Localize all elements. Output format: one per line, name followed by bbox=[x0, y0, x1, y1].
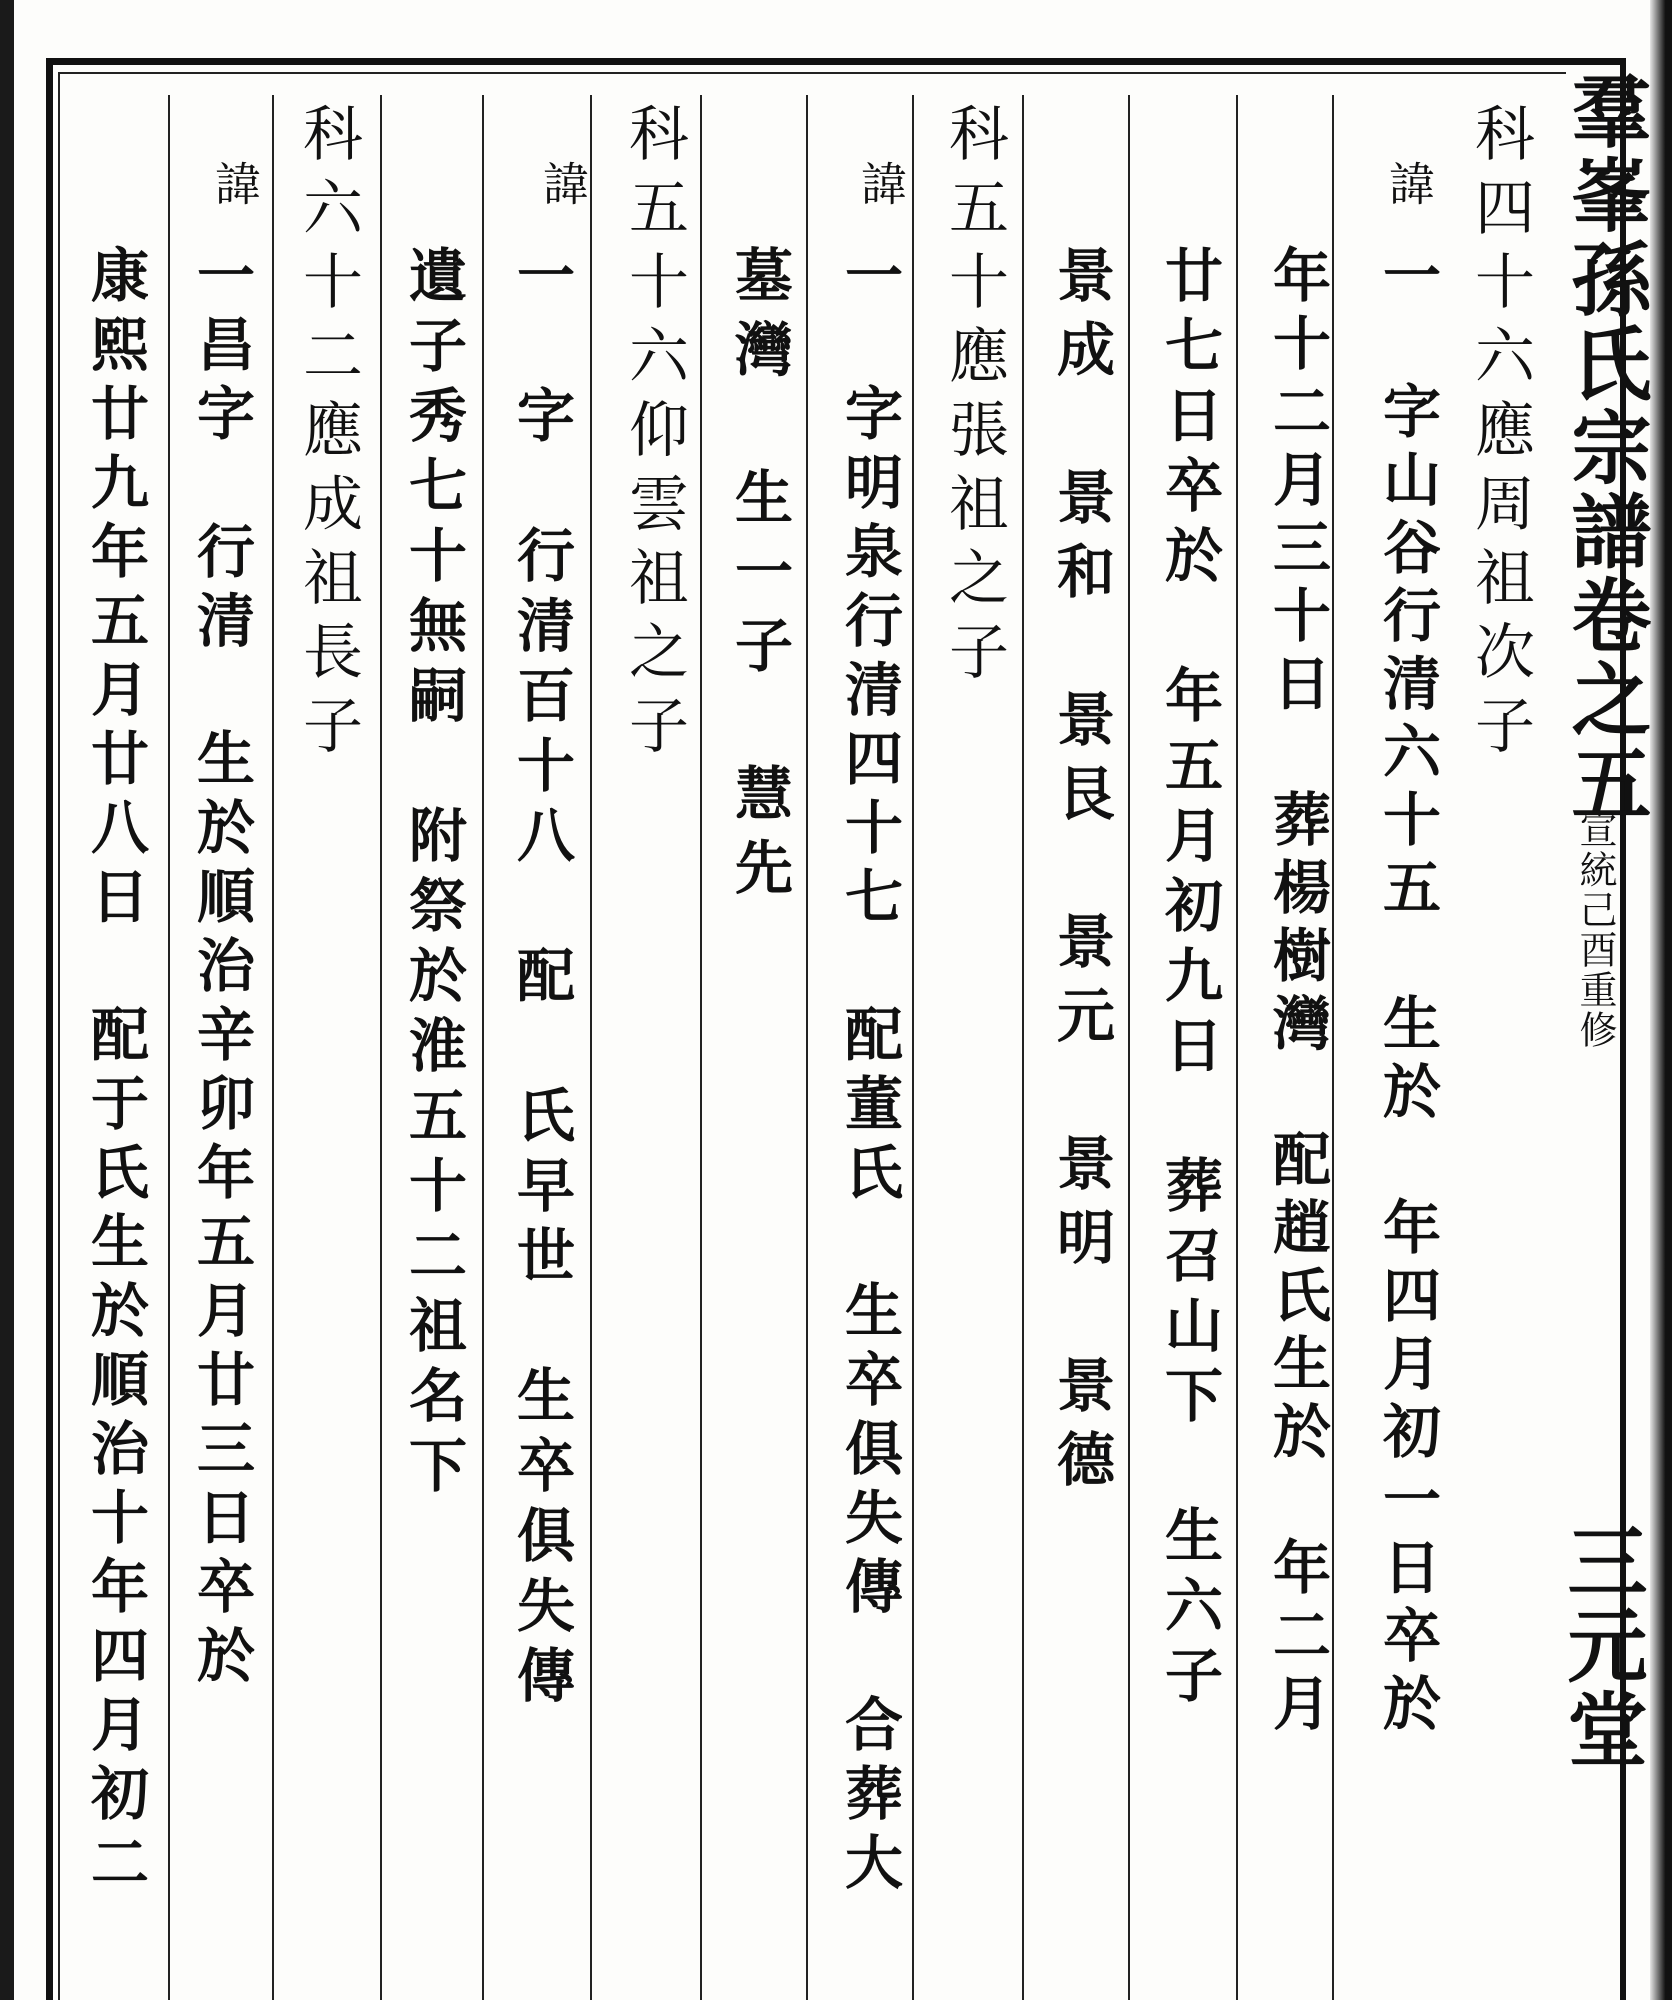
column-rule bbox=[700, 95, 702, 2000]
genealogy-title bbox=[1548, 70, 1663, 826]
genealogy-title-text: 羣峯孫氏宗譜 bbox=[1558, 70, 1652, 574]
column-rule bbox=[1332, 95, 1334, 2000]
record-line: 廿七日卒於 年五月初九日 葬召山下 生六子 bbox=[1155, 245, 1223, 1715]
record-line: 一 字 行清百十八 配 氏早世 生卒俱失傳 bbox=[507, 245, 575, 1715]
scan-edge-left bbox=[0, 0, 14, 2000]
taboo-name-label: 諱 bbox=[208, 160, 262, 238]
column-rule bbox=[912, 95, 914, 2000]
column-rule bbox=[272, 95, 274, 2000]
record-line: 一昌字 行清 生於順治辛卯年五月廿三日卒於 bbox=[187, 245, 255, 1694]
taboo-name-label: 諱 bbox=[1382, 160, 1436, 238]
taboo-name-label: 諱 bbox=[854, 160, 908, 238]
record-heading: 科五十六仰雲祖之子 bbox=[619, 102, 689, 768]
record-line: 遺子秀七十無嗣 附祭於淮五十二祖名下 bbox=[399, 245, 467, 1505]
edition-note: 宣統己酉重修 bbox=[1573, 810, 1617, 1050]
record-line: 一 字山谷行清六十五 生於 年四月初一日卒於 bbox=[1373, 245, 1441, 1741]
column-rule bbox=[1022, 95, 1024, 2000]
hall-name: 三元堂 bbox=[1554, 1520, 1648, 1772]
column-rule bbox=[1128, 95, 1130, 2000]
volume-label: 卷之五 bbox=[1558, 574, 1652, 826]
sons-list: 景成 景和 景艮 景元 景明 景德 bbox=[1047, 245, 1115, 1503]
column-rule bbox=[806, 95, 808, 2000]
column-rule bbox=[590, 95, 592, 2000]
page-inner-frame bbox=[58, 72, 1566, 2000]
column-rule bbox=[1236, 95, 1238, 2000]
record-heading: 科四十六應周祖次子 bbox=[1465, 102, 1535, 768]
column-rule bbox=[380, 95, 382, 2000]
record-line: 年十二月三十日 葬楊樹灣 配趙氏生於 年二月 bbox=[1263, 245, 1331, 1741]
record-heading: 科六十二應成祖長子 bbox=[293, 102, 363, 768]
record-heading: 科五十應張祖之子 bbox=[939, 102, 1009, 694]
taboo-name-label: 諱 bbox=[536, 160, 590, 238]
record-line: 墓灣 生一子 慧先 bbox=[725, 245, 793, 911]
column-rule bbox=[482, 95, 484, 2000]
record-line: 一 字明泉行清四十七 配董氏 生卒俱失傳 合葬大 bbox=[835, 245, 903, 1901]
column-rule bbox=[168, 95, 170, 2000]
record-line: 康熙廿九年五月廿八日 配于氏生於順治十年四月初二 bbox=[81, 245, 149, 1901]
